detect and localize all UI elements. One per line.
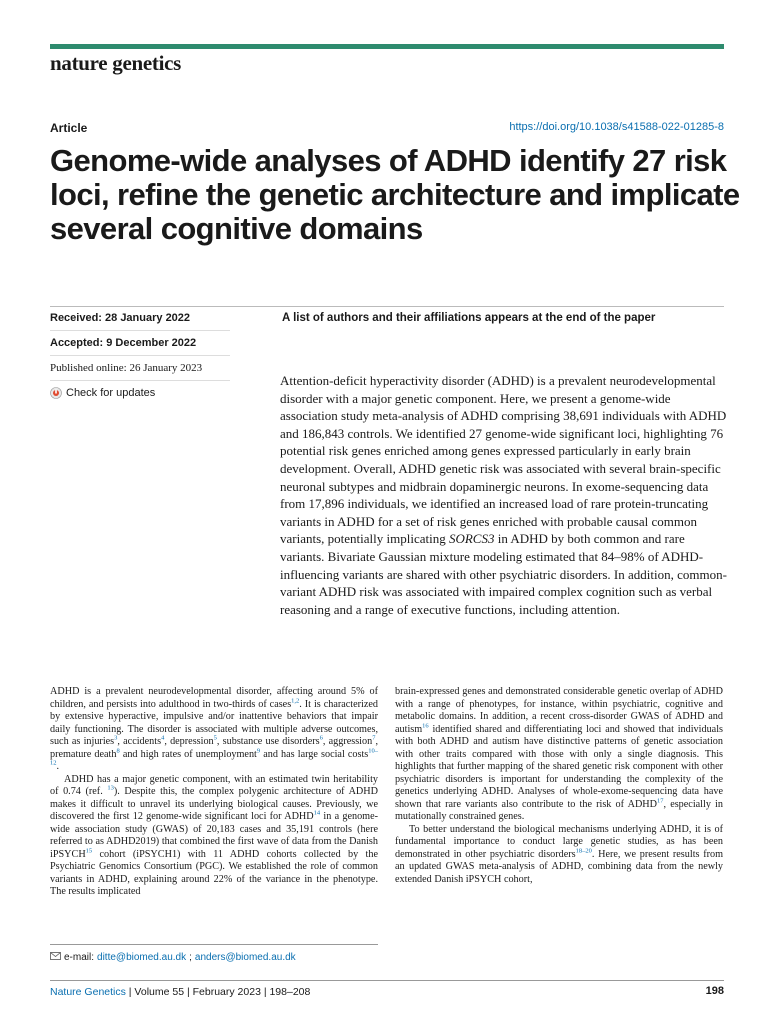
received-date: Received: 28 January 2022 (50, 312, 191, 324)
email-prefix: e-mail: (64, 952, 95, 963)
citation-ref[interactable]: 17 (657, 797, 664, 805)
footer-journal: Nature Genetics (50, 986, 126, 998)
citation-ref[interactable]: 3 (114, 734, 118, 742)
citation-ref[interactable]: 8 (116, 747, 120, 755)
email-link[interactable]: ditte@biomed.au.dk (97, 952, 187, 963)
article-type-label: Article (50, 121, 88, 135)
citation-ref[interactable]: 4 (161, 734, 165, 742)
paragraph: To better understand the biological mechanisms underlying ADHD, it is of fundamental importance to conduct large genetic studies, as has been demonstrated in other psychiatric disorders$^{18-20}$. Here, we present results from an updated GWAS meta-analysis of ADHD, combining data from the newly extended Danish iPSYCH cohort, (395, 823, 724, 885)
paragraph: brain-expressed genes and demonstrated considerable genetic overlap of ADHD with a range of phenotypes, for instance, within psychiatric, cognitive and metabolic domains. In addition, a recent cross-disorder GWAS of ADHD and autism$^{16}$ identified shared and differentiating loci and showed that individuals with both ADHD and autism have distinctive patterns of genetic association with other traits compared with those with only a single diagnosis. This highlights that further mapping of the shared genetic risk component with other psychiatric disorders is important for understanding the complexity of the genetics underlying ADHD. Analyses of whole-exome-sequencing data have shown that rare variants also contribute to the risk of ADHD$^{17}$, especially in mutationally constrained genes. (395, 686, 723, 822)
paragraph: ADHD is a prevalent neurodevelopmental disorder, affecting around 5% of children, and persists into adulthood in two-thirds of cases$^{1,2}$. It is characterized by extensive hyperactive, impulsive and/or inattentive behaviors that impair daily functioning. The disorder is associated with multiple adverse outcomes, such as injuries$^3$, accidents$^4$, depression$^5$, substance use disorders$^6$, aggression$^7$, premature death$^8$ and high rates of unemployment$^9$ and has large social costs$^{10-12}$. (50, 686, 379, 772)
accepted-date: Accepted: 9 December 2022 (50, 337, 197, 349)
footer-citation (50, 986, 310, 998)
envelope-icon (50, 952, 61, 963)
footer-details: | Volume 55 | February 2023 | 198–208 (125, 986, 311, 998)
citation-ref[interactable]: 18–20 (575, 847, 592, 855)
meta-divider (50, 355, 230, 356)
citation-ref[interactable]: 5 (213, 734, 217, 742)
citation-ref[interactable]: 10–12 (50, 747, 379, 767)
journal-name: nature genetics (50, 51, 182, 75)
footer-divider (50, 980, 724, 981)
authors-note: A list of authors and their affiliations appears at the end of the paper (282, 312, 656, 324)
body-column-right (395, 686, 723, 886)
body-column-left (50, 686, 378, 899)
meta-divider (50, 330, 230, 331)
paragraph: ADHD has a major genetic component, with an estimated twin heritability of 0.74 (ref. $^{13}$). Despite this, the complex polygenic architecture of ADHD makes it difficult to unravel its underlying biological causes. Previously, we discovered the first 12 genome-wide significant loci for ADHD$^{14}$ in a genome-wide association study (GWAS) of 20,183 cases and 35,191 controls (here referred to as ADHD2019) that combined the first wave of data from the Danish iPSYCH$^{15}$ cohort (iPSYCH1) with 11 ADHD cohorts collected by the Psychiatric Genomics Consortium (PGC). We established the role of common variants in ADHD, explaining around 22% of the variance in the phenotype. The results implicated (50, 773, 379, 897)
abstract-text: Attention-deficit hyperactivity disorder (ADHD) is a prevalent neurodevelopmental disorder with a major genetic component. Here, we present a genome-wide association study meta-analysis of ADHD comprising 38,691 individuals with ADHD and 186,843 controls. We identified 27 genome-wide significant loci, highlighting 76 potential risk genes enriched among genes expressed particularly in early brain development. Overall, ADHD genetic risk was associated with several brain-specific neuronal subtypes and midbrain dopaminergic neurons. In exome-sequencing data from 17,896 individuals, we identified an increased load of rare protein-truncating variants in ADHD for a set of risk genes enriched with probable causal common variants, potentially implicating (280, 373, 727, 547)
check-for-updates-button[interactable] (50, 387, 155, 399)
header-divider (50, 306, 724, 307)
doi-link[interactable]: https://doi.org/10.1038/s41588-022-01285-8 (509, 121, 724, 133)
email-separator: ; (189, 952, 192, 963)
citation-ref[interactable]: 7 (372, 734, 376, 742)
citation-ref[interactable]: 9 (256, 747, 261, 755)
abstract-text: in ADHD by both common and rare variants. Bivariate Gaussian mixture modeling estimated that 84–98% of ADHD-influencing variants are shared with other psychiatric disorders. In addition, common-variant ADHD risk was associated with impaired complex cognition such as verbal reasoning and a range of executive functions, including attention. (280, 531, 727, 617)
citation-ref[interactable]: 6 (319, 734, 323, 742)
correspondence-email (50, 952, 296, 963)
abstract (280, 372, 730, 618)
email-link[interactable]: anders@biomed.au.dk (194, 952, 296, 963)
citation-ref[interactable]: 13 (107, 784, 114, 792)
page-number: 198 (705, 985, 724, 997)
gene-name: SORCS3 (448, 531, 495, 547)
published-date: Published online: 26 January 2023 (50, 362, 203, 374)
check-updates-label: Check for updates (66, 387, 156, 399)
citation-ref[interactable]: 14 (313, 809, 321, 817)
article-title: Genome-wide analyses of ADHD identify 27 risk loci, refine the genetic architecture and implicate several cognitive domains (50, 143, 740, 246)
footnote-divider (50, 944, 378, 945)
meta-divider (50, 380, 230, 381)
citation-ref[interactable]: 1,2 (291, 697, 300, 705)
citation-ref[interactable]: 15 (85, 847, 93, 855)
citation-ref[interactable]: 16 (422, 722, 429, 730)
journal-accent-bar (50, 44, 724, 49)
check-updates-icon (50, 387, 62, 399)
